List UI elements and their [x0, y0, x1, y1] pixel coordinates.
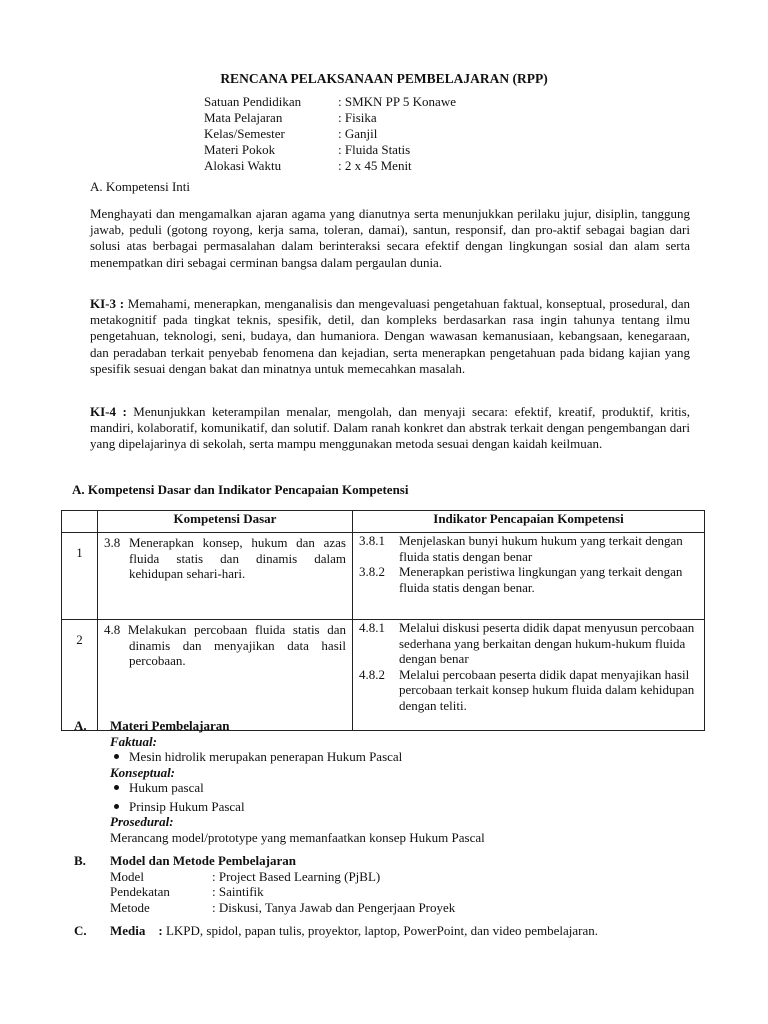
section-materi — [74, 718, 714, 845]
indicator-item — [353, 564, 704, 595]
model-label: Model — [110, 868, 144, 884]
row-number: 1 — [62, 533, 98, 620]
prosedural-text: Merancang model/prototype yang memanfaatkan konsep Hukum Pascal — [110, 829, 485, 845]
faktual-label: Faktual: — [110, 733, 157, 749]
kd-cell — [98, 533, 353, 620]
section-body — [110, 853, 714, 915]
header-no-cell — [62, 511, 98, 533]
model-row — [110, 869, 714, 885]
info-label: Mata Pelajaran — [204, 110, 283, 125]
media-label: Media : — [110, 923, 163, 938]
indicator-item — [353, 620, 704, 667]
info-label: Satuan Pendidikan — [204, 94, 302, 109]
model-label: Pendekatan — [110, 884, 170, 899]
ki-heading: A. Kompetensi Inti — [90, 179, 191, 194]
model-value: : Project Based Learning (PjBL) — [212, 868, 381, 884]
list-item-text: Mesin hidrolik merupakan penerapan Hukum Pascal — [129, 749, 403, 764]
section-body — [110, 718, 714, 845]
list-item — [110, 799, 714, 815]
section-letter: B. — [74, 853, 86, 868]
info-row — [204, 94, 456, 110]
konseptual-label: Konseptual: — [110, 764, 176, 780]
model-row — [110, 900, 714, 916]
info-row — [204, 126, 456, 142]
info-value: : Fisika — [338, 110, 377, 125]
indicator-text: Melalui percobaan peserta didik dapat menyajikan hasil percobaan terkait konsep hukum fluida dalam kehidupan dengan teliti. — [399, 666, 695, 713]
header-kd: Kompetensi Dasar — [98, 511, 353, 533]
list-item-text: Prinsip Hukum Pascal — [129, 798, 245, 814]
indicator-text: Menjelaskan bunyi hukum hukum yang terkait dengan fluida statis dengan benar — [399, 533, 683, 564]
ki-3-label: KI-3 : — [90, 296, 125, 311]
model-value: : Saintifik — [212, 884, 264, 899]
table-row — [62, 533, 705, 620]
list-item — [110, 749, 714, 765]
model-label: Metode — [110, 899, 150, 915]
indicator-code: 4.8.1 — [359, 620, 385, 635]
table-header-row — [62, 511, 705, 533]
ki-3-paragraph — [90, 296, 690, 377]
indicator-code: 3.8.2 — [359, 564, 385, 579]
list-item-text: Hukum pascal — [129, 780, 204, 795]
row-number: 2 — [62, 620, 98, 731]
header-indicator: Indikator Pencapaian Kompetensi — [353, 511, 705, 533]
info-value: : SMKN PP 5 Konawe — [338, 94, 456, 109]
prosedural-label: Prosedural: — [110, 814, 174, 829]
indicator-code: 3.8.1 — [359, 533, 385, 548]
indicator-text: Menerapkan peristiwa lingkungan yang terkait dengan fluida statis dengan benar. — [399, 564, 683, 595]
section-model — [74, 853, 714, 915]
indicator-text: Melalui diskusi peserta didik dapat menyusun percobaan sederhana yang berkaitan dengan hukum-hukum fluida dengan benar — [399, 620, 695, 666]
bullet-icon — [114, 785, 119, 790]
indicator-item — [353, 533, 704, 564]
bullet-icon — [114, 754, 119, 759]
info-value: : Ganjil — [338, 126, 378, 141]
section-letter: A. — [74, 718, 87, 733]
ki-3-text: Memahami, menerapkan, menganalisis dan mengevaluasi pengetahuan faktual, konseptual, prosedural, dan metakognitif pada tingkat teknis, spesifik, detil, dan kompleks berdasarkan rasa ingin tahunya tentang ilmu pengetahuan, teknologi, seni, budaya, dan humaniora. Dengan wawasan kemanusiaan, kebangsaan, kenegaraan, dan peradaban terkait penyebab fenomena dan kejadian, serta menerapkan pengetahuan pada bidang kajian yang spesifik sesuai dengan bakat dan minatnya untuk memecahkan masalah. — [90, 296, 690, 376]
kd-cell — [98, 620, 353, 731]
document-title: RENCANA PELAKSANAAN PEMBELAJARAN (RPP) — [220, 71, 548, 86]
ki-4-text: Menunjukkan keterampilan menalar, mengolah, dan menyaji secara: efektif, kreatif, produktif, kritis, mandiri, kolaboratif, komunikatif, dan solutif. Dalam ranah konkret dan abstrak terkait dengan pengembangan dari yang dipelajarinya di sekolah, serta mampu menggunakan metoda sesuai dengan kaidah keilmuan. — [90, 404, 690, 452]
section-media — [74, 923, 714, 939]
model-heading: Model dan Metode Pembelajaran — [110, 853, 296, 868]
model-value: : Diskusi, Tanya Jawab dan Pengerjaan Proyek — [212, 899, 456, 915]
kd-table — [61, 510, 705, 731]
model-row — [110, 884, 714, 900]
info-value: : Fluida Statis — [338, 142, 411, 157]
kd-text: 4.8 Melakukan percobaan fluida statis dan dinamis dan menyajikan data hasil percobaan. — [104, 622, 346, 668]
sections — [74, 718, 714, 939]
info-row — [204, 158, 456, 174]
indicator-item — [353, 667, 704, 714]
info-label: Alokasi Waktu — [204, 158, 282, 173]
table-row — [62, 620, 705, 731]
section-letter: C. — [74, 923, 87, 938]
ki-4-label: KI-4 : — [90, 404, 127, 419]
info-row — [204, 110, 456, 126]
info-label: Kelas/Semester — [204, 126, 285, 141]
info-value: : 2 x 45 Menit — [338, 158, 412, 173]
kd-text: 3.8 Menerapkan konsep, hukum dan azas fluida statis dan dinamis dalam kehidupan sehari-hari. — [104, 535, 346, 581]
indicator-cell — [353, 533, 705, 620]
list-item — [110, 780, 714, 796]
media-text: LKPD, spidol, papan tulis, proyektor, laptop, PowerPoint, dan video pembelajaran. — [162, 923, 598, 938]
info-row — [204, 142, 456, 158]
indicator-cell — [353, 620, 705, 731]
identity-block — [204, 94, 456, 174]
bullet-icon — [114, 804, 119, 809]
materi-heading: Materi Pembelajaran — [110, 718, 230, 733]
ki-paragraph-1: Menghayati dan mengamalkan ajaran agama yang dianutnya serta menunjukkan perilaku jujur, disiplin, tanggung jawab, peduli (gotong royong, kerja sama, toleran, damai), santun, responsif, dan pro-aktif sebagai bagian dari solusi atas berbagai permasalahan dalam berinteraksi secara efektif dengan lingkungan sosial dan alam serta menempatkan diri sebagai cerminan bangsa dalam pergaulan dunia. — [90, 206, 690, 270]
ki-4-paragraph — [90, 404, 690, 453]
section-body — [110, 923, 714, 939]
kd-heading: A. Kompetensi Dasar dan Indikator Pencapaian Kompetensi — [72, 482, 409, 497]
indicator-code: 4.8.2 — [359, 666, 385, 682]
info-label: Materi Pokok — [204, 142, 276, 157]
